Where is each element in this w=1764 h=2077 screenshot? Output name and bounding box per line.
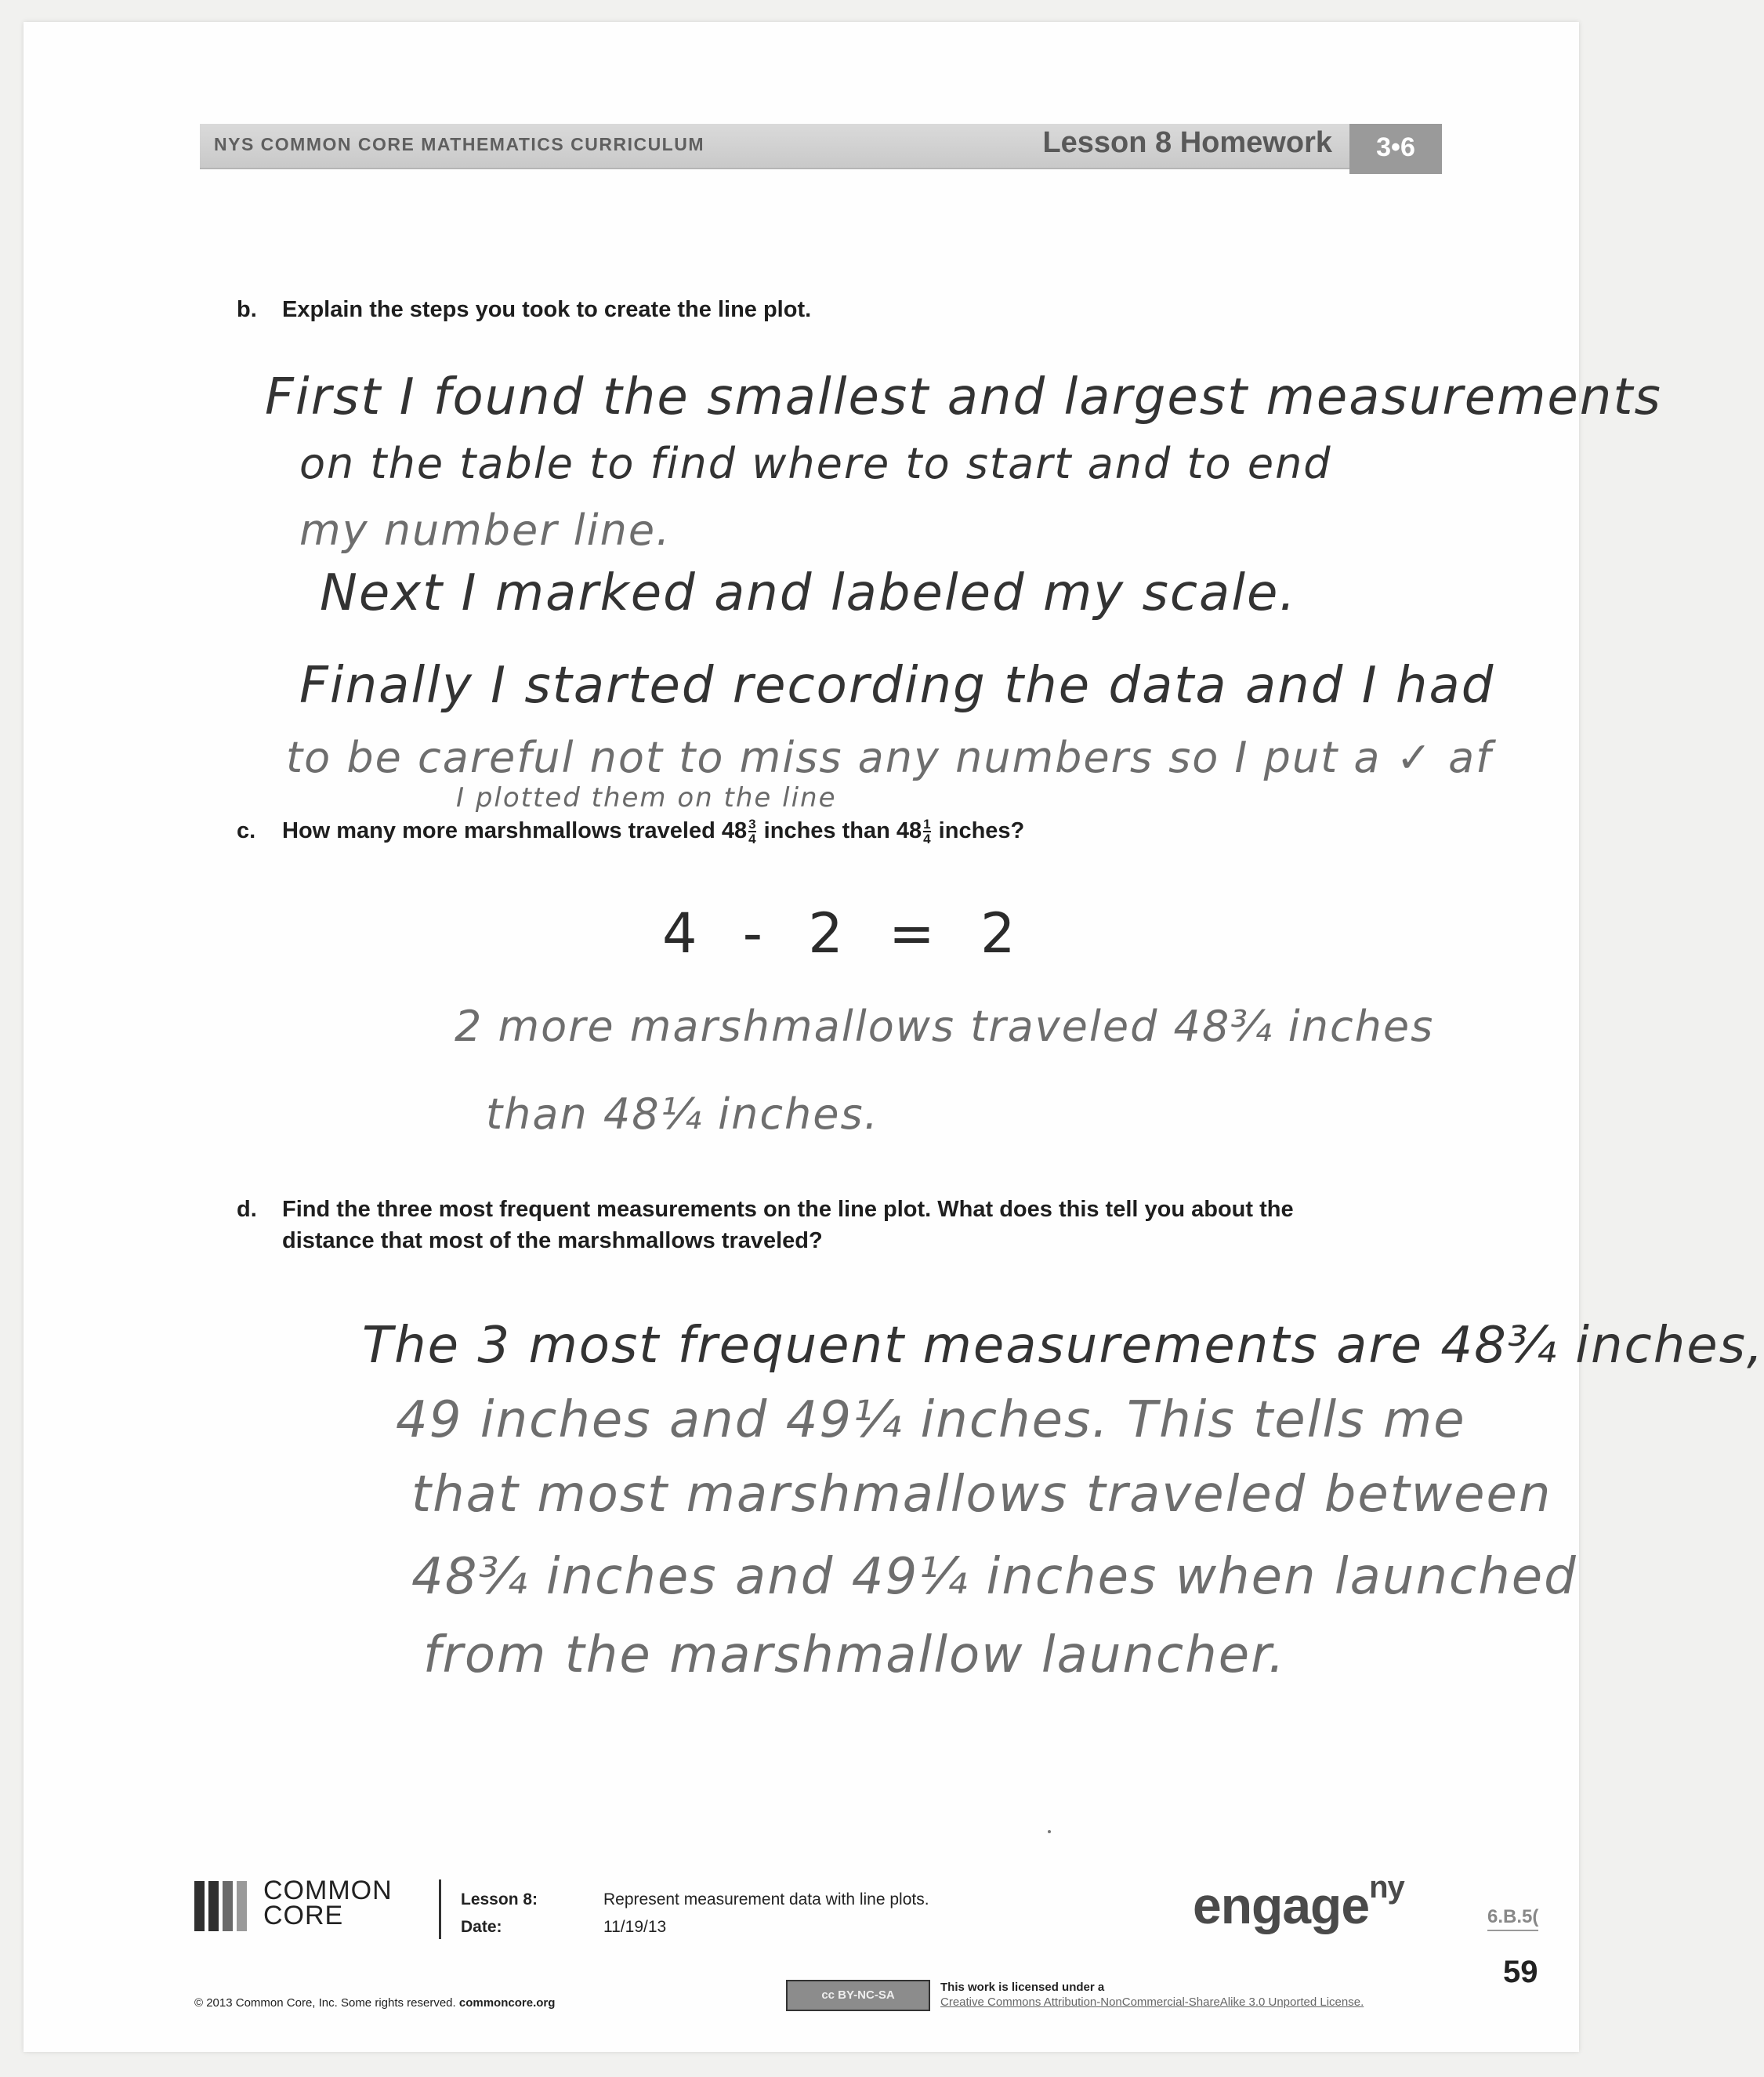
stray-mark bbox=[1048, 1830, 1051, 1833]
brand-text: engage bbox=[1193, 1876, 1370, 1934]
curriculum-title: NYS COMMON CORE MATHEMATICS CURRICULUM bbox=[214, 134, 705, 154]
answer-b-line-6: to be careful not to miss any numbers so I put a ✓ af bbox=[286, 733, 1493, 782]
fraction-one-fourth bbox=[923, 817, 930, 846]
fraction-denominator: 4 bbox=[923, 832, 931, 847]
question-c bbox=[237, 815, 1024, 846]
license-notice bbox=[940, 1980, 1364, 2010]
question-d bbox=[237, 1194, 1294, 1256]
question-text-line-1: Find the three most frequent measurements on the line plot. What does this tell you about the bbox=[282, 1197, 1294, 1222]
answer-d-line-2: 49 inches and 49¼ inches. This tells me bbox=[396, 1391, 1466, 1449]
creative-commons-badge: cc BY-NC-SA bbox=[786, 1980, 930, 2011]
lesson-label: Lesson 8: bbox=[461, 1890, 538, 1908]
logo-text-line-2: CORE bbox=[263, 1901, 344, 1930]
license-link[interactable]: Creative Commons Attribution-NonCommercial-ShareAlike 3.0 Unported License. bbox=[940, 1995, 1364, 2009]
logo-text-line-1: COMMON bbox=[263, 1876, 393, 1905]
fraction-numerator: 1 bbox=[923, 817, 931, 832]
question-b bbox=[237, 294, 811, 325]
answer-b-line-4: Next I marked and labeled my scale. bbox=[320, 564, 1297, 622]
fraction-denominator: 4 bbox=[748, 832, 756, 847]
answer-c-equation: 4 - 2 = 2 bbox=[662, 901, 1030, 966]
grade-module-badge: 3•6 bbox=[1349, 124, 1442, 174]
engageny-logo bbox=[1193, 1870, 1404, 1935]
logo-bar bbox=[208, 1881, 219, 1931]
answer-c-line-1: 2 more marshmallows traveled 48¾ inches bbox=[455, 1002, 1435, 1051]
fraction-three-fourths bbox=[748, 817, 755, 846]
answer-b-line-5: Finally I started recording the data and I had bbox=[299, 657, 1495, 715]
question-text: Explain the steps you took to create the line plot. bbox=[282, 297, 812, 322]
license-text: This work is licensed under a bbox=[940, 1981, 1105, 1994]
answer-b-line-3: my number line. bbox=[299, 506, 672, 555]
answer-c-line-2: than 48¼ inches. bbox=[486, 1089, 879, 1139]
answer-d-line-5: from the marshmallow launcher. bbox=[423, 1626, 1286, 1684]
date-label: Date: bbox=[461, 1918, 502, 1936]
copyright-site: commoncore.org bbox=[458, 1996, 556, 2010]
answer-b-line-7: I plotted them on the line bbox=[456, 782, 837, 814]
copyright-notice bbox=[194, 1996, 555, 2010]
date-value: 11/19/13 bbox=[603, 1918, 667, 1936]
logo-bar bbox=[194, 1881, 205, 1931]
answer-d-line-3: that most marshmallows traveled between bbox=[411, 1466, 1552, 1524]
answer-d-line-1: The 3 most frequent measurements are 48¾ inches, bbox=[362, 1317, 1764, 1375]
page-code: 6.B.5( bbox=[1487, 1906, 1538, 1931]
footer-divider bbox=[439, 1879, 441, 1939]
fraction-numerator: 3 bbox=[748, 817, 756, 832]
header-banner bbox=[200, 124, 1442, 169]
question-letter: d. bbox=[237, 1197, 257, 1222]
answer-d-line-4: 48¾ inches and 49¼ inches when launched bbox=[411, 1548, 1577, 1606]
copyright-text: © 2013 Common Core, Inc. Some rights reserved. bbox=[194, 1996, 456, 2010]
answer-b-line-1: First I found the smallest and largest measurements bbox=[265, 368, 1662, 426]
question-text-part: inches than 48 bbox=[763, 818, 922, 843]
page-number: 59 bbox=[1503, 1955, 1538, 1989]
question-text-part: How many more marshmallows traveled 48 bbox=[282, 818, 748, 843]
question-letter: b. bbox=[237, 297, 257, 322]
question-letter: c. bbox=[237, 818, 256, 843]
logo-bar bbox=[223, 1881, 233, 1931]
question-text-line-2: distance that most of the marshmallows traveled? bbox=[282, 1228, 823, 1253]
lesson-title: Lesson 8 Homework bbox=[1042, 126, 1332, 159]
answer-b-line-2: on the table to find where to start and to end bbox=[299, 439, 1332, 488]
question-text bbox=[282, 815, 1024, 846]
logo-bar bbox=[237, 1881, 247, 1931]
logo-text bbox=[263, 1878, 393, 1928]
question-text-part: inches? bbox=[938, 818, 1025, 843]
brand-superscript: ny bbox=[1369, 1870, 1404, 1905]
lesson-value: Represent measurement data with line plots. bbox=[603, 1890, 929, 1908]
